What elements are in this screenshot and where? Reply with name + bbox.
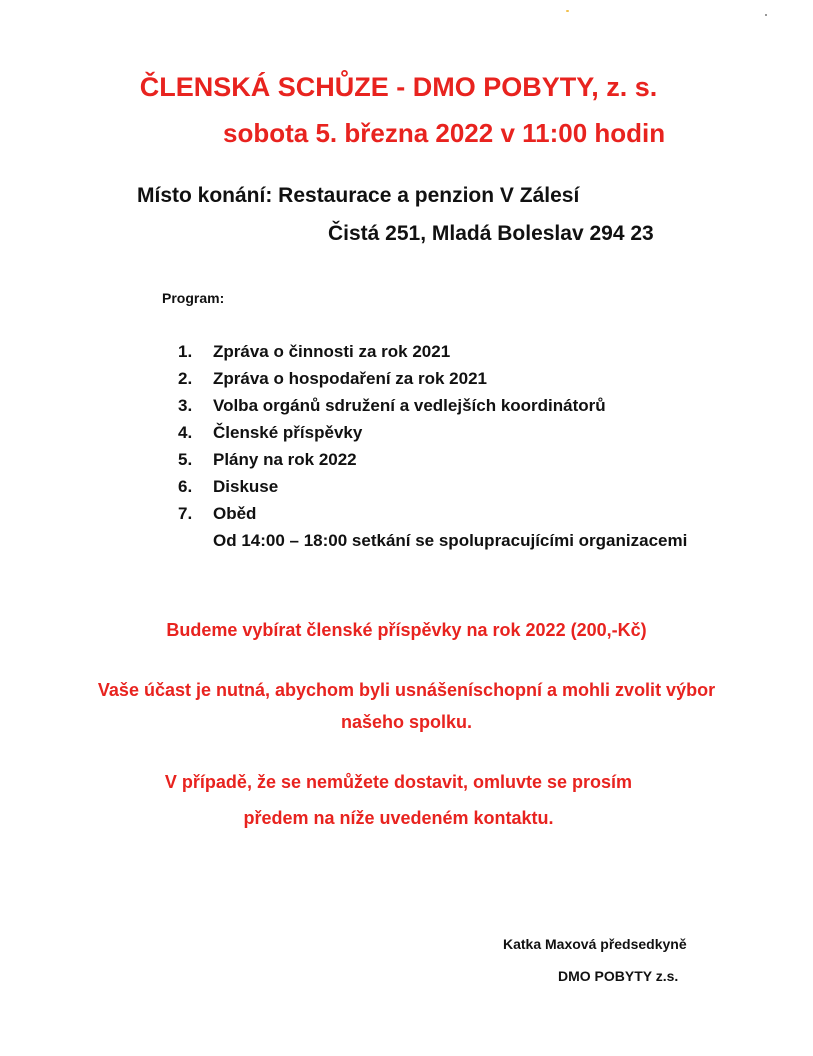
attendance-notice-line-2: našeho spolku. bbox=[340, 712, 473, 732]
venue-line-2: Čistá 251, Mladá Boleslav 294 23 bbox=[328, 222, 654, 245]
apology-notice-line-1: V případě, že se nemůžete dostavit, omluvte se prosím bbox=[164, 772, 633, 792]
agenda-item bbox=[178, 419, 687, 446]
signature-organization: DMO POBYTY z.s. bbox=[558, 968, 679, 984]
agenda-item-number: 4. bbox=[178, 423, 193, 442]
agenda-item-text: Oběd bbox=[213, 504, 257, 523]
agenda-item bbox=[178, 392, 687, 419]
agenda-item-text: Volba orgánů sdružení a vedlejších koordinátorů bbox=[213, 396, 606, 415]
attendance-notice-line-1: Vaše účast je nutná, abychom byli usnášeníschopní a mohli zvolit výbor bbox=[97, 680, 716, 700]
venue-line-1: Místo konání: Restaurace a penzion V Zálesí bbox=[137, 184, 580, 207]
agenda-item-text: Plány na rok 2022 bbox=[213, 450, 357, 469]
agenda-item bbox=[178, 473, 687, 500]
agenda-item-number: 3. bbox=[178, 396, 193, 415]
meeting-title: ČLENSKÁ SCHŮZE - DMO POBYTY, z. s. bbox=[139, 72, 658, 102]
agenda-item-number: 1. bbox=[178, 342, 193, 361]
agenda-item-number: 6. bbox=[178, 477, 193, 496]
agenda-item-number: 5. bbox=[178, 450, 193, 469]
fee-notice: Budeme vybírat členské příspěvky na rok 2022 (200,-Kč) bbox=[166, 620, 647, 640]
agenda-item bbox=[178, 446, 687, 473]
agenda-item-number: 2. bbox=[178, 369, 193, 388]
agenda-item-text: Zpráva o činnosti za rok 2021 bbox=[213, 342, 451, 361]
apology-notice-line-2: předem na níže uvedeném kontaktu. bbox=[243, 808, 554, 828]
scan-speck bbox=[765, 14, 767, 16]
agenda-item-number: 7. bbox=[178, 504, 193, 523]
agenda-item-text: Členské příspěvky bbox=[213, 423, 363, 442]
agenda-item-text: Diskuse bbox=[213, 477, 279, 496]
agenda-list bbox=[178, 338, 687, 554]
agenda-item bbox=[178, 365, 687, 392]
meeting-date: sobota 5. března 2022 v 11:00 hodin bbox=[223, 118, 666, 148]
scan-speck bbox=[566, 10, 569, 12]
program-label: Program: bbox=[162, 290, 225, 306]
agenda-item-note: Od 14:00 – 18:00 setkání se spolupracujícími organizacemi bbox=[213, 531, 688, 550]
agenda-item bbox=[178, 500, 687, 527]
agenda-item-text: Zpráva o hospodaření za rok 2021 bbox=[213, 369, 487, 388]
agenda-item bbox=[178, 338, 687, 365]
signature-name: Katka Maxová předsedkyně bbox=[503, 936, 687, 952]
